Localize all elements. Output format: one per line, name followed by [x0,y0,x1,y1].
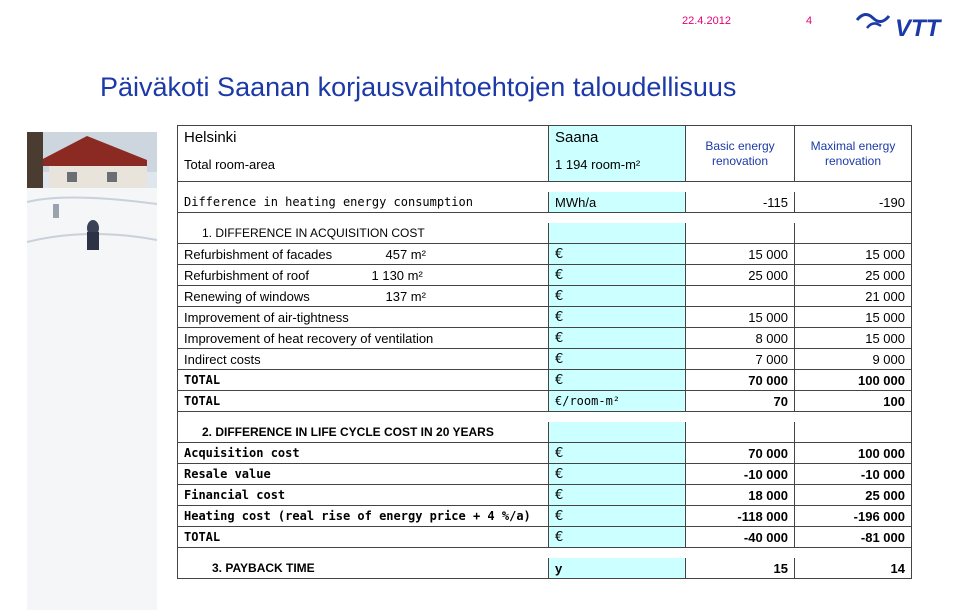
acq-row-unit: € [549,244,686,265]
acq-row-basic: 8 000 [686,328,795,349]
acq-total-per-m2-basic: 70 [686,391,795,412]
acq-row-label: Refurbishment of facades 457 m² [178,244,549,265]
diff-heating-label: Difference in heating energy consumption [178,192,549,213]
slide-date: 22.4.2012 [682,15,731,27]
acq-row-unit: € [549,328,686,349]
acq-total-per-m2-max: 100 [795,391,912,412]
lcc-row-label: Acquisition cost [178,443,549,464]
vtt-logo [855,6,955,46]
lcc-row-max: 100 000 [795,443,912,464]
acq-row-max: 15 000 [795,307,912,328]
lcc-row-basic: -118 000 [686,506,795,527]
acq-row-max: 15 000 [795,244,912,265]
acq-row-max: 9 000 [795,349,912,370]
lcc-total-unit: € [549,527,686,548]
section1-heading: 1. DIFFERENCE IN ACQUISITION COST [202,226,425,240]
cost-comparison-table [177,125,912,579]
total-area-value: 1 194 room-m² [549,148,686,182]
payback-basic: 15 [686,558,795,579]
lcc-total-label: TOTAL [178,527,549,548]
lcc-row-basic: 70 000 [686,443,795,464]
lcc-row-unit: € [549,485,686,506]
page-title: Päiväkoti Saanan korjausvaihtoehtojen taloudellisuus [100,72,737,102]
total-area-label: Total room-area [178,148,549,182]
acq-row-basic: 15 000 [686,244,795,265]
payback-max: 14 [795,558,912,579]
section2-heading: 2. DIFFERENCE IN LIFE CYCLE COST IN 20 YEARS [202,425,494,439]
lcc-row-basic: 18 000 [686,485,795,506]
acq-row-max: 15 000 [795,328,912,349]
acq-row-unit: € [549,286,686,307]
acq-total-per-m2-label: TOTAL [178,391,549,412]
section3-heading: 3. PAYBACK TIME [212,561,315,575]
lcc-row-max: 25 000 [795,485,912,506]
acq-row-label: Refurbishment of roof 1 130 m² [178,265,549,286]
page-number: 4 [806,15,813,27]
city-cell: Helsinki [178,126,549,149]
lcc-row-label: Financial cost [178,485,549,506]
acq-total-per-m2-unit: €/room-m² [549,391,686,412]
acq-row-basic [686,286,795,307]
acq-row-label: Improvement of heat recovery of ventilation [178,328,549,349]
acq-row-max: 25 000 [795,265,912,286]
site-name: Saana [549,126,686,149]
acq-row-label: Improvement of air-tightness [178,307,549,328]
col-maximal-header: Maximal energy renovation [810,138,896,168]
acq-row-label: Renewing of windows 137 m² [178,286,549,307]
acq-row-label: Indirect costs [178,349,549,370]
diff-heating-max: -190 [795,192,912,213]
diff-heating-unit: MWh/a [549,192,686,213]
lcc-row-max: -10 000 [795,464,912,485]
top-bar [0,0,959,60]
lcc-row-unit: € [549,506,686,527]
acq-row-unit: € [549,349,686,370]
building-photo [27,132,157,610]
diff-heating-basic: -115 [686,192,795,213]
acq-total-max: 100 000 [795,370,912,391]
payback-unit: y [549,558,686,579]
acq-row-max: 21 000 [795,286,912,307]
lcc-row-basic: -10 000 [686,464,795,485]
acq-total-basic: 70 000 [686,370,795,391]
lcc-row-label: Heating cost (real rise of energy price + 4 %/a) [178,506,549,527]
acq-row-basic: 7 000 [686,349,795,370]
col-basic-header: Basic energy renovation [705,138,775,168]
lcc-row-unit: € [549,443,686,464]
lcc-row-max: -196 000 [795,506,912,527]
lcc-total-basic: -40 000 [686,527,795,548]
acq-total-label: TOTAL [178,370,549,391]
acq-row-unit: € [549,265,686,286]
logo-text: VTT [895,15,941,42]
acq-total-unit: € [549,370,686,391]
lcc-total-max: -81 000 [795,527,912,548]
lcc-row-unit: € [549,464,686,485]
acq-row-basic: 15 000 [686,307,795,328]
acq-row-unit: € [549,307,686,328]
lcc-row-label: Resale value [178,464,549,485]
acq-row-basic: 25 000 [686,265,795,286]
